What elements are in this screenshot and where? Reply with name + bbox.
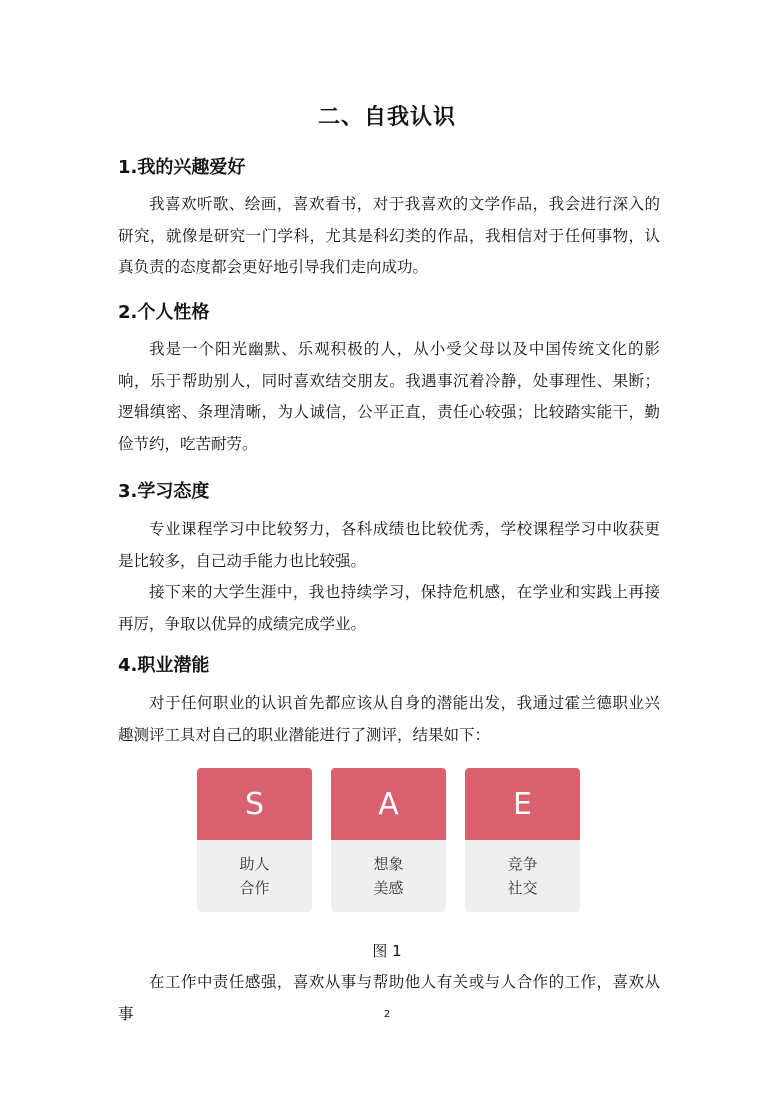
section-heading-personality: 2.个人性格: [118, 302, 210, 323]
page-number: 2: [383, 1009, 391, 1020]
section-paragraph-study-attitude-2: 接下来的大学生涯中，我也持续学习，保持危机感，在学业和实践上再接再厉，争取以优异的成绩完成学业。: [118, 583, 660, 633]
section-paragraph-study-attitude-1: 专业课程学习中比较努力，各科成绩也比较优秀，学校课程学习中收获更是比较多，自己动手能力也比较强。: [118, 520, 660, 570]
holland-card-e: [465, 768, 580, 912]
section-heading-interests: 1.我的兴趣爱好: [118, 157, 246, 178]
section-paragraph-interests: 我喜欢听歌、绘画，喜欢看书，对于我喜欢的文学作品，我会进行深入的研究，就像是研究一门学科，尤其是科幻类的作品，我相信对于任何事物，认真负责的态度都会更好地引导我们走向成功。: [118, 195, 660, 276]
section-heading-career-potential: 4.职业潜能: [118, 655, 210, 676]
holland-card-trait: 助人: [239, 855, 270, 873]
holland-card-s: [197, 768, 312, 912]
trailing-paragraph: 在工作中责任感强，喜欢从事与帮助他人有关或与人合作的工作，喜欢从事: [118, 973, 660, 1023]
holland-card-trait: 合作: [239, 879, 270, 897]
holland-card-trait: 竞争: [507, 855, 538, 873]
section-paragraph-personality: 我是一个阳光幽默、乐观积极的人，从小受父母以及中国传统文化的影响，乐于帮助别人，同时喜欢结交朋友。我遇事沉着冷静，处事理性、果断；逻辑缜密、条理清晰，为人诚信，公平正直，责任心较强；比较踏实能干，勤俭节约，吃苦耐劳。: [118, 340, 660, 453]
section-heading-study-attitude: 3.学习态度: [118, 481, 210, 502]
holland-card-trait: 美感: [373, 879, 404, 897]
holland-card-letter: A: [331, 768, 446, 840]
figure-caption: 图 1: [372, 942, 402, 960]
holland-card-letter: S: [197, 768, 312, 840]
holland-card-a: [331, 768, 446, 912]
holland-card-traits: [197, 840, 312, 912]
holland-card-letter: E: [465, 768, 580, 840]
holland-card-traits: [465, 840, 580, 912]
holland-code-figure: [197, 768, 581, 912]
holland-card-trait: 想象: [373, 855, 404, 873]
holland-card-trait: 社交: [507, 879, 538, 897]
holland-card-traits: [331, 840, 446, 912]
page-title: 二、自我认识: [317, 105, 456, 130]
section-paragraph-career-potential: 对于任何职业的认识首先都应该从自身的潜能出发，我通过霍兰德职业兴趣测评工具对自己的职业潜能进行了测评，结果如下：: [118, 694, 660, 744]
